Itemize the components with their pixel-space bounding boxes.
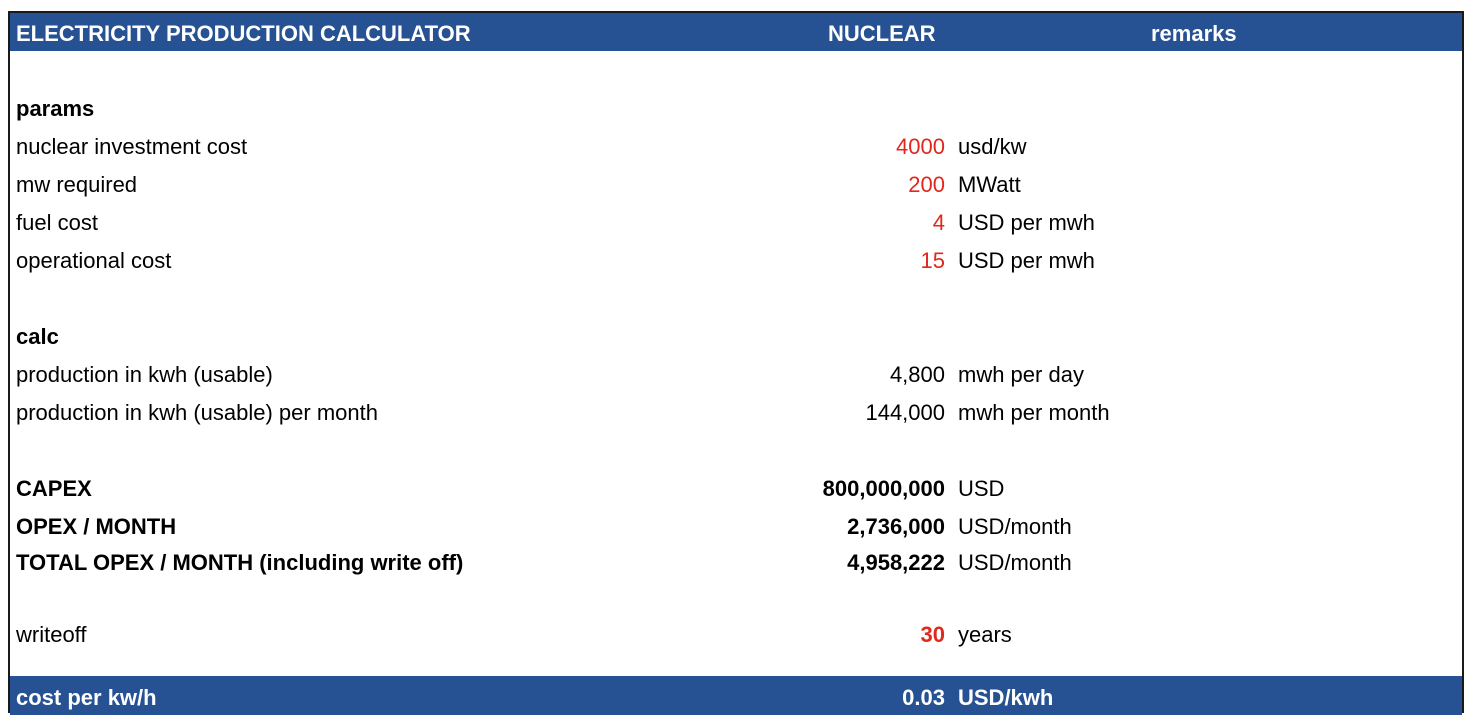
- cost-per-kwh-value: 0.03: [902, 685, 945, 710]
- column-header-nuclear: NUCLEAR: [828, 21, 936, 46]
- param-value-input[interactable]: 4: [932, 210, 945, 235]
- capex-value: 800,000,000: [822, 476, 945, 501]
- param-value-input[interactable]: 200: [908, 172, 945, 197]
- param-unit: USD per mwh: [958, 210, 1095, 235]
- calc-value: 4,800: [889, 362, 945, 387]
- total-opex-value: 4,958,222: [847, 550, 945, 575]
- param-label: mw required: [16, 172, 138, 197]
- param-unit: usd/kw: [958, 134, 1027, 159]
- writeoff-unit: years: [958, 622, 1012, 647]
- param-value-input[interactable]: 4000: [896, 134, 945, 159]
- cost-per-kwh-unit: USD/kwh: [958, 685, 1054, 710]
- opex-unit: USD/month: [958, 514, 1072, 539]
- capex-unit: USD: [958, 476, 1005, 501]
- total-opex-unit: USD/month: [958, 550, 1072, 575]
- spreadsheet: [8, 11, 1464, 713]
- header-bar: [10, 13, 1462, 51]
- calc-label: production in kwh (usable) per month: [16, 400, 378, 425]
- sheet-title: ELECTRICITY PRODUCTION CALCULATOR: [16, 21, 471, 46]
- param-unit: USD per mwh: [958, 248, 1095, 273]
- param-label: nuclear investment cost: [16, 134, 248, 159]
- writeoff-value-input[interactable]: 30: [920, 622, 945, 647]
- opex-value: 2,736,000: [847, 514, 945, 539]
- calc-unit: mwh per month: [958, 400, 1110, 425]
- footer-bar: [10, 676, 1462, 715]
- param-label: operational cost: [16, 248, 172, 273]
- param-unit: MWatt: [958, 172, 1021, 197]
- total-opex-label: TOTAL OPEX / MONTH (including write off): [16, 550, 464, 575]
- calc-label: production in kwh (usable): [16, 362, 273, 387]
- section-label-params: params: [16, 96, 95, 121]
- writeoff-label: writeoff: [16, 622, 87, 647]
- capex-label: CAPEX: [16, 476, 92, 501]
- section-label-calc: calc: [16, 324, 59, 349]
- opex-label: OPEX / MONTH: [16, 514, 177, 539]
- calc-unit: mwh per day: [958, 362, 1084, 387]
- column-header-remarks: remarks: [1151, 21, 1237, 46]
- cost-per-kwh-label: cost per kw/h: [16, 685, 157, 710]
- param-value-input[interactable]: 15: [920, 248, 945, 273]
- calc-value: 144,000: [865, 400, 945, 425]
- param-label: fuel cost: [16, 210, 98, 235]
